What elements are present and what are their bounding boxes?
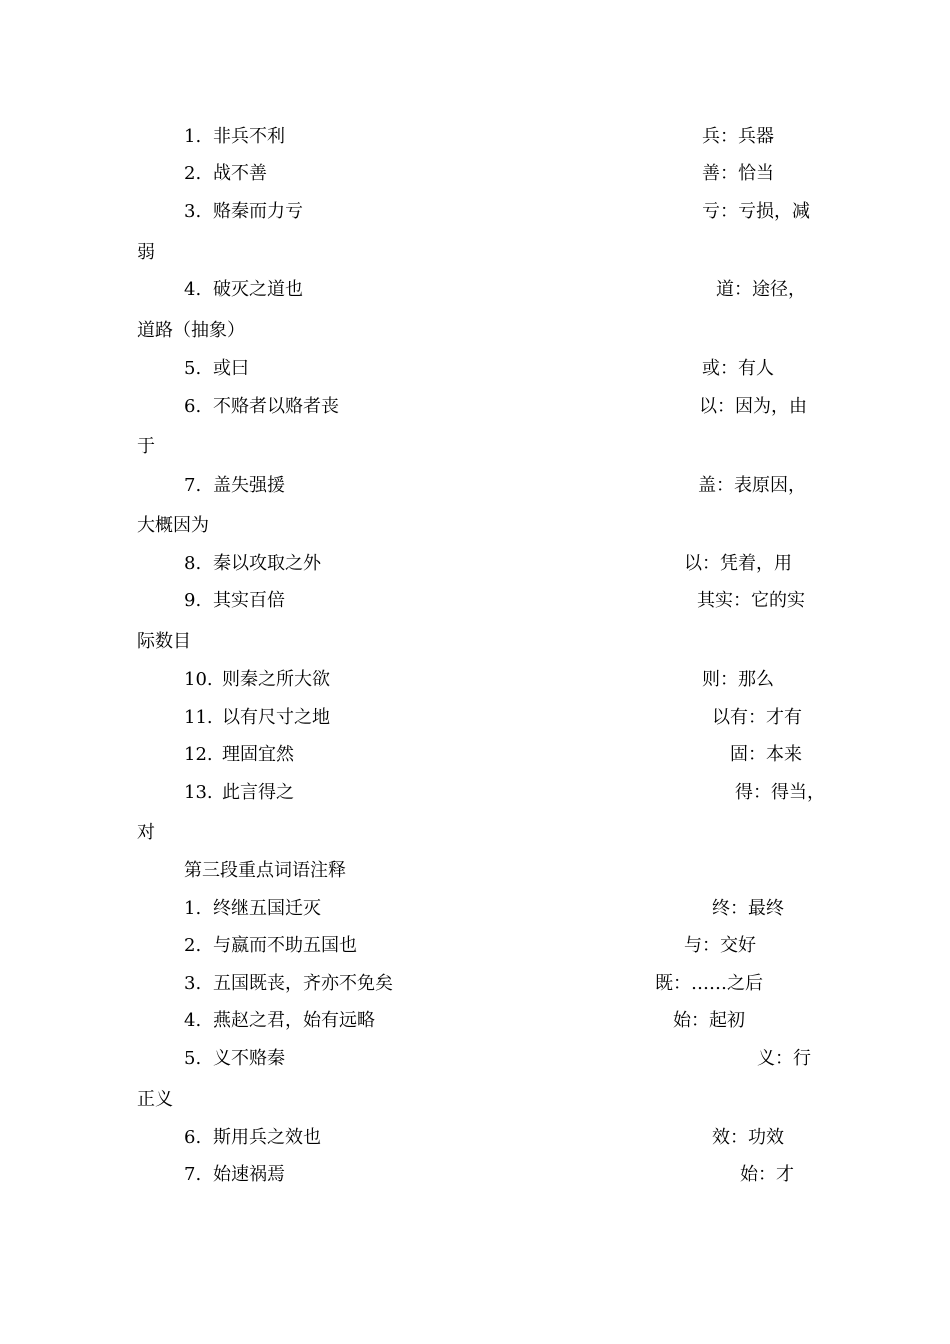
list-item	[0, 1162, 950, 1188]
item-note: 固：本来	[730, 744, 802, 765]
list-item	[0, 742, 950, 768]
item-number: 1.	[184, 898, 202, 919]
item-term: 此言得之	[222, 782, 294, 803]
item-number: 6.	[184, 396, 202, 417]
item-note-continuation: 对	[137, 822, 155, 843]
list-item	[0, 971, 950, 997]
item-term: 不赂者以赂者丧	[213, 396, 339, 417]
item-number: 5.	[184, 358, 202, 379]
list-item	[0, 277, 950, 303]
list-item	[0, 473, 950, 499]
item-note: 以：凭着，用	[684, 553, 792, 574]
item-note-continuation: 于	[137, 436, 155, 457]
item-term: 终继五国迁灭	[213, 898, 321, 919]
list-item	[0, 1008, 950, 1034]
item-note: 亏：亏损，减	[702, 201, 810, 222]
item-note: 始：起初	[673, 1010, 745, 1031]
section-heading: 第三段重点词语注释	[184, 860, 346, 881]
item-number: 4.	[184, 279, 202, 300]
item-number: 2.	[184, 163, 202, 184]
section-heading-row	[0, 858, 950, 884]
list-item	[0, 356, 950, 382]
item-term: 非兵不利	[213, 126, 285, 147]
item-number: 7.	[184, 475, 202, 496]
item-note: 以：因为，由	[699, 396, 807, 417]
item-note: 终：最终	[712, 898, 784, 919]
item-term: 秦以攻取之外	[213, 553, 321, 574]
item-term: 赂秦而力亏	[213, 201, 303, 222]
item-number: 11.	[184, 707, 213, 728]
list-item	[0, 896, 950, 922]
item-note: 始：才	[740, 1164, 794, 1185]
item-number: 8.	[184, 553, 202, 574]
item-note: 其实：它的实	[697, 590, 805, 611]
item-note-continuation: 道路（抽象）	[137, 320, 245, 341]
item-term: 则秦之所大欲	[222, 669, 330, 690]
item-number: 4.	[184, 1010, 202, 1031]
item-term: 破灭之道也	[213, 279, 303, 300]
item-term: 与嬴而不助五国也	[213, 935, 357, 956]
item-note-continuation: 弱	[137, 242, 155, 263]
item-number: 13.	[184, 782, 213, 803]
item-term: 或曰	[213, 358, 249, 379]
list-item	[0, 588, 950, 614]
item-note: 盖：表原因，	[698, 475, 806, 496]
list-item	[0, 394, 950, 420]
list-item-continuation	[0, 820, 950, 846]
list-item	[0, 933, 950, 959]
item-number: 12.	[184, 744, 213, 765]
item-term: 其实百倍	[213, 590, 285, 611]
list-item	[0, 199, 950, 225]
list-item	[0, 161, 950, 187]
list-item	[0, 780, 950, 806]
item-term: 理固宜然	[222, 744, 294, 765]
list-item-continuation	[0, 240, 950, 266]
list-item	[0, 705, 950, 731]
item-number: 2.	[184, 935, 202, 956]
item-note: 既：……之后	[655, 973, 763, 994]
list-item	[0, 1125, 950, 1151]
list-item-continuation	[0, 513, 950, 539]
item-note: 道：途径，	[716, 279, 806, 300]
item-term: 燕赵之君，始有远略	[213, 1010, 375, 1031]
item-number: 3.	[184, 973, 202, 994]
item-number: 10.	[184, 669, 213, 690]
item-term: 五国既丧，齐亦不免矣	[213, 973, 393, 994]
item-term: 始速祸焉	[213, 1164, 285, 1185]
item-note: 或：有人	[702, 358, 774, 379]
item-term: 斯用兵之效也	[213, 1127, 321, 1148]
item-number: 1.	[184, 126, 202, 147]
item-term: 义不赂秦	[213, 1048, 285, 1069]
list-item-continuation	[0, 318, 950, 344]
item-term: 以有尺寸之地	[222, 707, 330, 728]
item-number: 6.	[184, 1127, 202, 1148]
item-number: 3.	[184, 201, 202, 222]
item-number: 7.	[184, 1164, 202, 1185]
item-note-continuation: 大概因为	[137, 515, 209, 536]
list-item	[0, 667, 950, 693]
item-note: 兵：兵器	[702, 126, 774, 147]
list-item-continuation	[0, 434, 950, 460]
item-note-continuation: 正义	[137, 1089, 173, 1110]
list-item	[0, 124, 950, 150]
item-note: 以有：才有	[712, 707, 802, 728]
list-item	[0, 551, 950, 577]
item-number: 9.	[184, 590, 202, 611]
item-term: 战不善	[213, 163, 267, 184]
list-item	[0, 1046, 950, 1072]
item-note: 与：交好	[684, 935, 756, 956]
item-number: 5.	[184, 1048, 202, 1069]
item-note: 得：得当，	[735, 782, 825, 803]
list-item-continuation	[0, 629, 950, 655]
item-note: 义：行	[757, 1048, 811, 1069]
item-term: 盖失强援	[213, 475, 285, 496]
item-note: 则：那么	[702, 669, 774, 690]
item-note-continuation: 际数目	[137, 631, 191, 652]
item-note: 效：功效	[712, 1127, 784, 1148]
item-note: 善：恰当	[702, 163, 774, 184]
list-item-continuation	[0, 1087, 950, 1113]
